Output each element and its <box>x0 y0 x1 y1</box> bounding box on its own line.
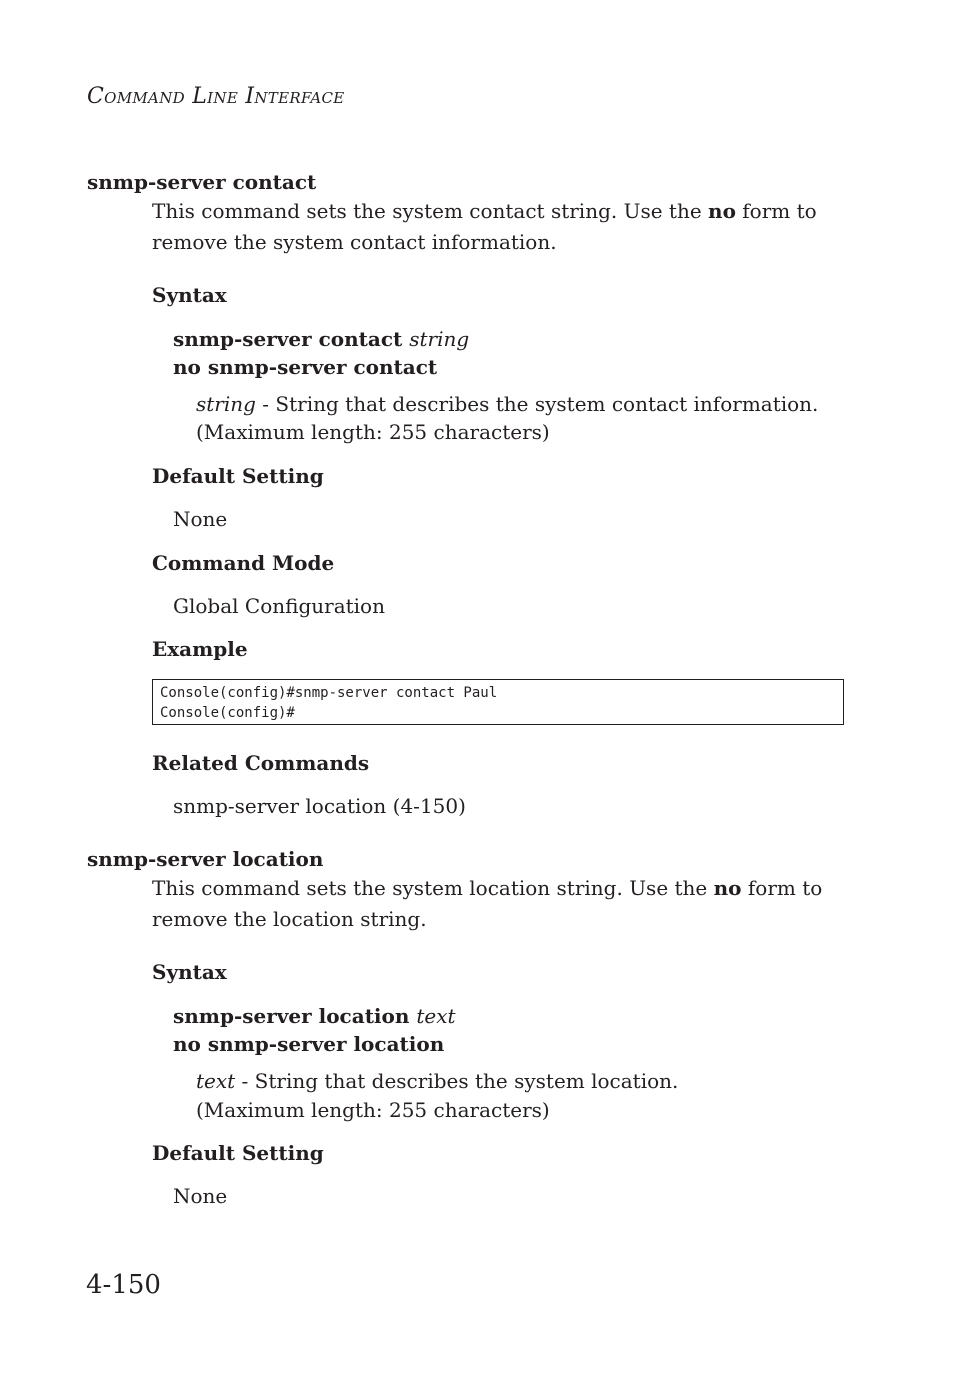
related-command-link[interactable]: snmp-server location (4-150) <box>173 794 466 818</box>
default-setting-heading: Default Setting <box>152 464 324 488</box>
command-mode-value: Global Configuration <box>173 594 385 618</box>
command-description-location: This command sets the system location string. Use the no form to remove the location string. <box>152 876 823 931</box>
parameter-description: text - String that describes the system location. <box>196 1069 679 1093</box>
syntax-line: snmp-server contact string <box>173 327 470 351</box>
code-line: Console(config)#snmp-server contact Paul <box>160 685 498 701</box>
command-mode-heading: Command Mode <box>152 551 335 575</box>
code-line: Console(config)# <box>160 705 295 721</box>
syntax-no-line: no snmp-server contact <box>173 355 438 379</box>
related-commands-heading: Related Commands <box>152 751 370 775</box>
command-description-contact: This command sets the system contact string. Use the no form to remove the system contact information. <box>152 199 817 254</box>
example-heading: Example <box>152 637 248 661</box>
page-number: 4-150 <box>86 1270 161 1300</box>
default-setting-heading: Default Setting <box>152 1141 324 1165</box>
parameter-max-length: (Maximum length: 255 characters) <box>196 420 550 444</box>
syntax-line: snmp-server location text <box>173 1004 456 1028</box>
syntax-no-line: no snmp-server location <box>173 1032 445 1056</box>
command-title-contact: snmp-server contact <box>87 170 317 194</box>
command-title-location: snmp-server location <box>87 847 324 871</box>
default-setting-value: None <box>173 1184 228 1208</box>
parameter-description: string - String that describes the system contact information. <box>196 392 819 416</box>
syntax-heading: Syntax <box>152 283 227 307</box>
syntax-heading: Syntax <box>152 960 227 984</box>
parameter-max-length: (Maximum length: 255 characters) <box>196 1098 550 1122</box>
running-head: COMMAND LINE INTERFACE <box>87 84 345 109</box>
default-setting-value: None <box>173 507 228 531</box>
example-code-box <box>152 679 844 725</box>
